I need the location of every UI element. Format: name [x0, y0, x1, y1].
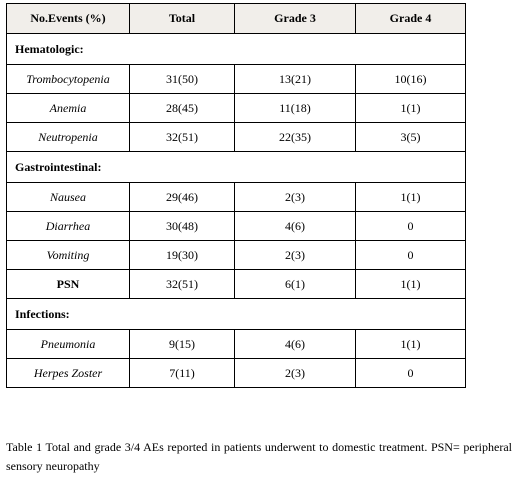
grade4-cell: 10(16) [356, 65, 466, 94]
grade4-cell: 1(1) [356, 94, 466, 123]
adverse-events-table [6, 3, 466, 388]
header-cell-total: Total [130, 4, 235, 34]
table-row [7, 359, 466, 388]
total-cell: 29(46) [130, 183, 235, 212]
grade3-cell: 4(6) [235, 330, 356, 359]
total-cell: 31(50) [130, 65, 235, 94]
adverse-events-table-container [6, 3, 465, 388]
event-name-cell: Diarrhea [7, 212, 130, 241]
table-group-row [7, 152, 466, 183]
table-header-row [7, 4, 466, 34]
header-cell-events: No.Events (%) [7, 4, 130, 34]
grade4-cell: 1(1) [356, 270, 466, 299]
total-cell: 9(15) [130, 330, 235, 359]
table-group-row [7, 299, 466, 330]
table-row [7, 241, 466, 270]
grade3-cell: 13(21) [235, 65, 356, 94]
table-row [7, 94, 466, 123]
grade3-cell: 2(3) [235, 359, 356, 388]
group-label: Hematologic: [7, 34, 466, 65]
grade3-cell: 22(35) [235, 123, 356, 152]
header-cell-grade4: Grade 4 [356, 4, 466, 34]
table-caption: Table 1 Total and grade 3/4 AEs reported in patients underwent to domestic treatment. PSN= peripheral sensory neuropathy [6, 440, 512, 473]
grade4-cell: 1(1) [356, 330, 466, 359]
table-group-row [7, 34, 466, 65]
table-row [7, 183, 466, 212]
total-cell: 28(45) [130, 94, 235, 123]
event-name-cell: PSN [7, 270, 130, 299]
grade3-cell: 4(6) [235, 212, 356, 241]
table-row [7, 270, 466, 299]
grade4-cell: 0 [356, 241, 466, 270]
event-name-cell: Trombocytopenia [7, 65, 130, 94]
grade3-cell: 11(18) [235, 94, 356, 123]
total-cell: 32(51) [130, 123, 235, 152]
total-cell: 32(51) [130, 270, 235, 299]
header-cell-grade3: Grade 3 [235, 4, 356, 34]
total-cell: 19(30) [130, 241, 235, 270]
event-name-cell: Nausea [7, 183, 130, 212]
grade4-cell: 0 [356, 212, 466, 241]
table-row [7, 330, 466, 359]
table-row [7, 123, 466, 152]
event-name-cell: Herpes Zoster [7, 359, 130, 388]
total-cell: 30(48) [130, 212, 235, 241]
event-name-cell: Vomiting [7, 241, 130, 270]
grade3-cell: 2(3) [235, 183, 356, 212]
grade4-cell: 1(1) [356, 183, 466, 212]
table-row [7, 65, 466, 94]
grade4-cell: 3(5) [356, 123, 466, 152]
grade3-cell: 2(3) [235, 241, 356, 270]
event-name-cell: Neutropenia [7, 123, 130, 152]
group-label: Gastrointestinal: [7, 152, 466, 183]
grade4-cell: 0 [356, 359, 466, 388]
table-row [7, 212, 466, 241]
event-name-cell: Anemia [7, 94, 130, 123]
total-cell: 7(11) [130, 359, 235, 388]
grade3-cell: 6(1) [235, 270, 356, 299]
table-body [7, 4, 466, 388]
event-name-cell: Pneumonia [7, 330, 130, 359]
group-label: Infections: [7, 299, 466, 330]
